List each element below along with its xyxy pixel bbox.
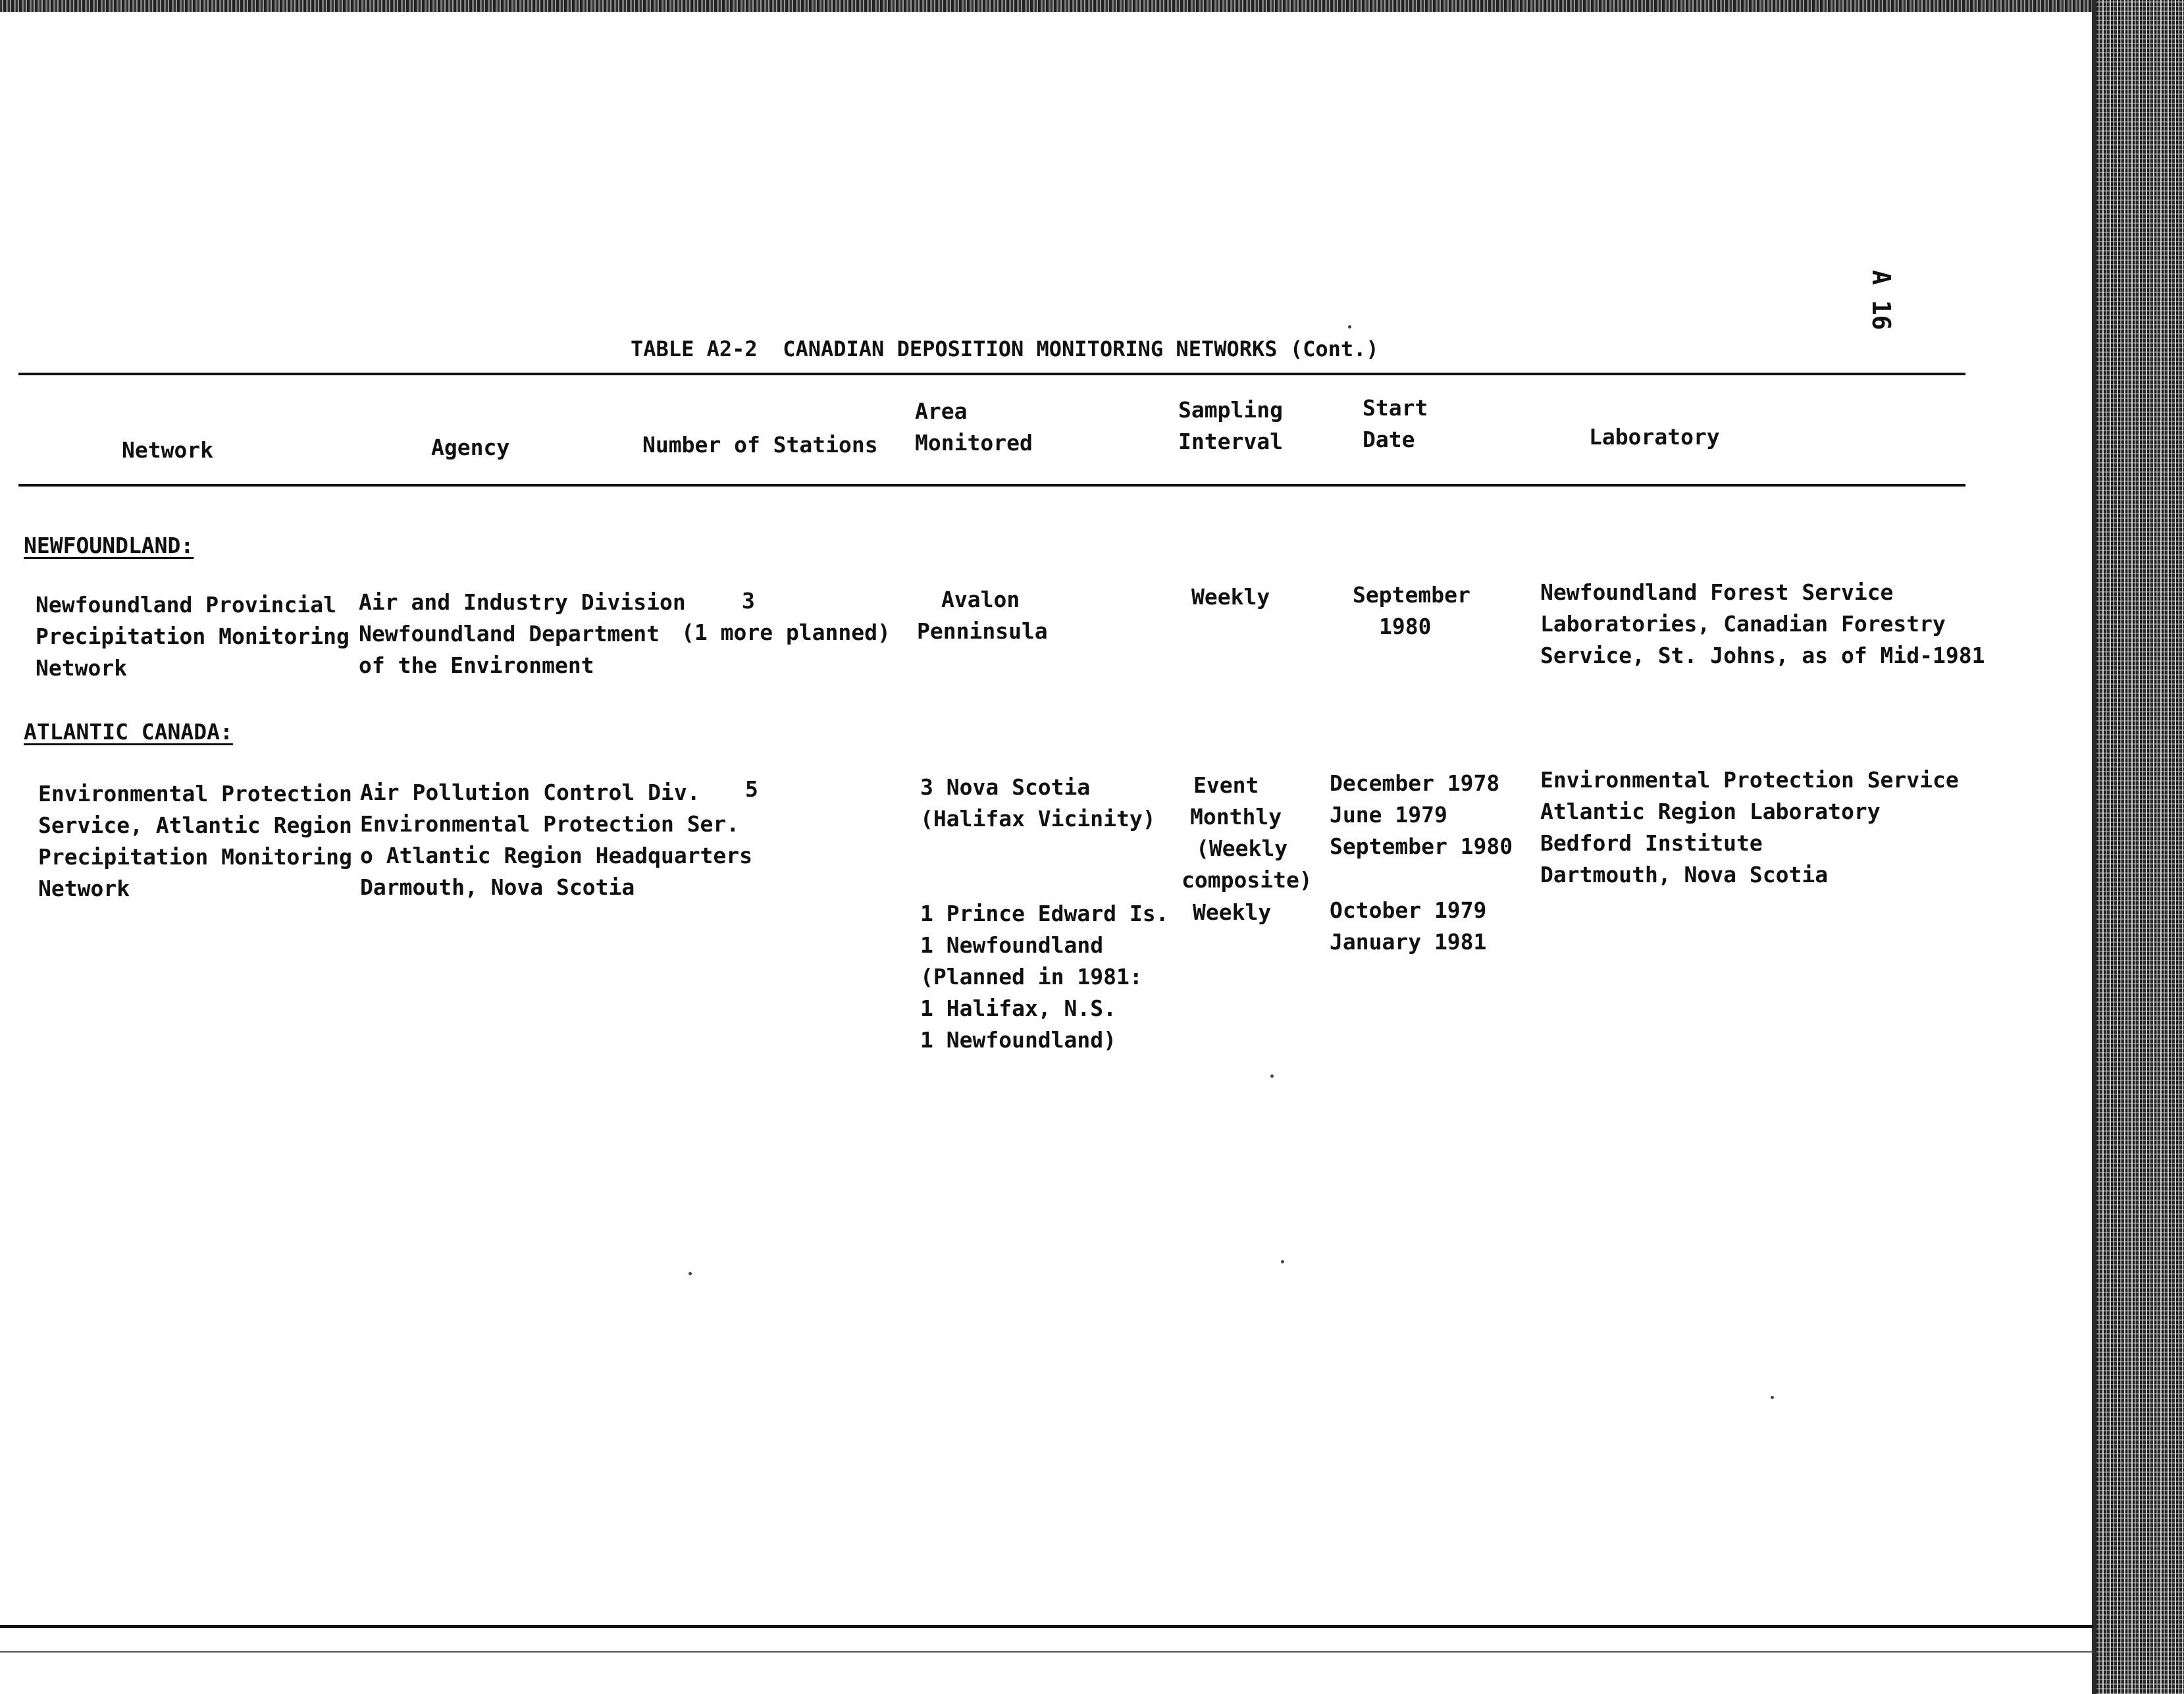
interval-line: (Weekly xyxy=(1196,835,1288,861)
page-bottom-rule xyxy=(0,1625,2093,1628)
table-rule-header xyxy=(18,484,1965,487)
start-line: January 1981 xyxy=(1330,929,1487,955)
interval-line: Monthly xyxy=(1190,804,1282,830)
header-interval-line2: Interval xyxy=(1178,429,1283,454)
agency-line: of the Environment xyxy=(359,652,594,678)
page-bottom-rule-secondary xyxy=(0,1651,2093,1653)
header-interval-line1: Sampling xyxy=(1178,397,1283,423)
header-area-line1: Area xyxy=(915,398,968,424)
header-agency: Agency xyxy=(431,435,510,460)
network-line: Environmental Protection xyxy=(38,781,352,807)
start-line: December 1978 xyxy=(1330,770,1500,796)
agency-line: Newfoundland Department xyxy=(359,621,660,647)
laboratory-line: Laboratories, Canadian Forestry xyxy=(1540,611,1946,637)
laboratory-line: Newfoundland Forest Service xyxy=(1540,579,1894,605)
header-network: Network xyxy=(122,437,214,463)
network-line: Precipitation Monitoring xyxy=(38,844,352,870)
scan-edge-right xyxy=(2096,0,2184,1694)
laboratory-line: Bedford Institute xyxy=(1540,830,1763,856)
section-heading-newfoundland: NEWFOUNDLAND: xyxy=(24,533,194,558)
header-stations: Number of Stations xyxy=(642,432,878,458)
table-rule-top xyxy=(18,373,1965,375)
laboratory-line: Service, St. Johns, as of Mid-1981 xyxy=(1540,643,1985,668)
network-line: Service, Atlantic Region xyxy=(38,812,352,838)
laboratory-line: Environmental Protection Service xyxy=(1540,767,1959,793)
area-line: (Halifax Vicinity) xyxy=(920,806,1156,832)
area-line: Penninsula xyxy=(917,618,1048,644)
network-line: Precipitation Monitoring xyxy=(36,623,350,649)
area-line: Avalon xyxy=(941,587,1020,612)
stations-note: (1 more planned) xyxy=(681,620,891,645)
start-line: September 1980 xyxy=(1330,834,1513,859)
network-line: Network xyxy=(38,876,130,901)
agency-line: o Atlantic Region Headquarters xyxy=(360,843,753,868)
table-title: TABLE A2-2 CANADIAN DEPOSITION MONITORING NETWORKS (Cont.) xyxy=(631,336,1379,361)
start-line: September xyxy=(1353,582,1470,608)
agency-line: Darmouth, Nova Scotia xyxy=(360,874,635,900)
area-line: 1 Halifax, N.S. xyxy=(920,995,1117,1021)
scan-speck xyxy=(689,1272,692,1275)
interval-line: Event xyxy=(1193,772,1259,798)
page-edge xyxy=(2092,0,2096,1694)
start-line: 1980 xyxy=(1379,614,1432,639)
area-line: 3 Nova Scotia xyxy=(920,774,1091,800)
start-line: October 1979 xyxy=(1330,897,1487,923)
agency-line: Air Pollution Control Div. xyxy=(360,780,700,805)
header-area-line2: Monitored xyxy=(915,430,1033,456)
header-laboratory: Laboratory xyxy=(1589,424,1720,450)
network-line: Network xyxy=(36,655,128,681)
stations-count: 5 xyxy=(745,776,758,802)
start-line: June 1979 xyxy=(1330,802,1447,828)
area-line: 1 Prince Edward Is. xyxy=(920,901,1169,926)
area-line: (Planned in 1981: xyxy=(920,964,1143,990)
page-number: A 16 xyxy=(1867,270,1896,331)
interval-value: Weekly xyxy=(1191,584,1270,610)
scan-speck xyxy=(1281,1260,1284,1263)
laboratory-line: Dartmouth, Nova Scotia xyxy=(1540,862,1829,887)
area-line: 1 Newfoundland) xyxy=(920,1027,1117,1053)
area-line: 1 Newfoundland xyxy=(920,932,1104,958)
header-start-line1: Start xyxy=(1363,395,1428,421)
scan-speck xyxy=(1270,1074,1274,1078)
network-line: Newfoundland Provincial xyxy=(36,592,336,618)
section-heading-atlantic-canada: ATLANTIC CANADA: xyxy=(24,719,233,745)
scan-speck xyxy=(1771,1396,1774,1399)
scan-edge-top xyxy=(0,0,2184,12)
scan-speck xyxy=(1348,325,1351,329)
interval-line: composite) xyxy=(1182,867,1313,893)
header-start-line2: Date xyxy=(1363,427,1415,452)
agency-line: Environmental Protection Ser. xyxy=(360,811,740,837)
stations-count: 3 xyxy=(742,588,755,614)
agency-line: Air and Industry Division xyxy=(359,589,686,615)
laboratory-line: Atlantic Region Laboratory xyxy=(1540,799,1881,824)
interval-line: Weekly xyxy=(1193,899,1272,925)
